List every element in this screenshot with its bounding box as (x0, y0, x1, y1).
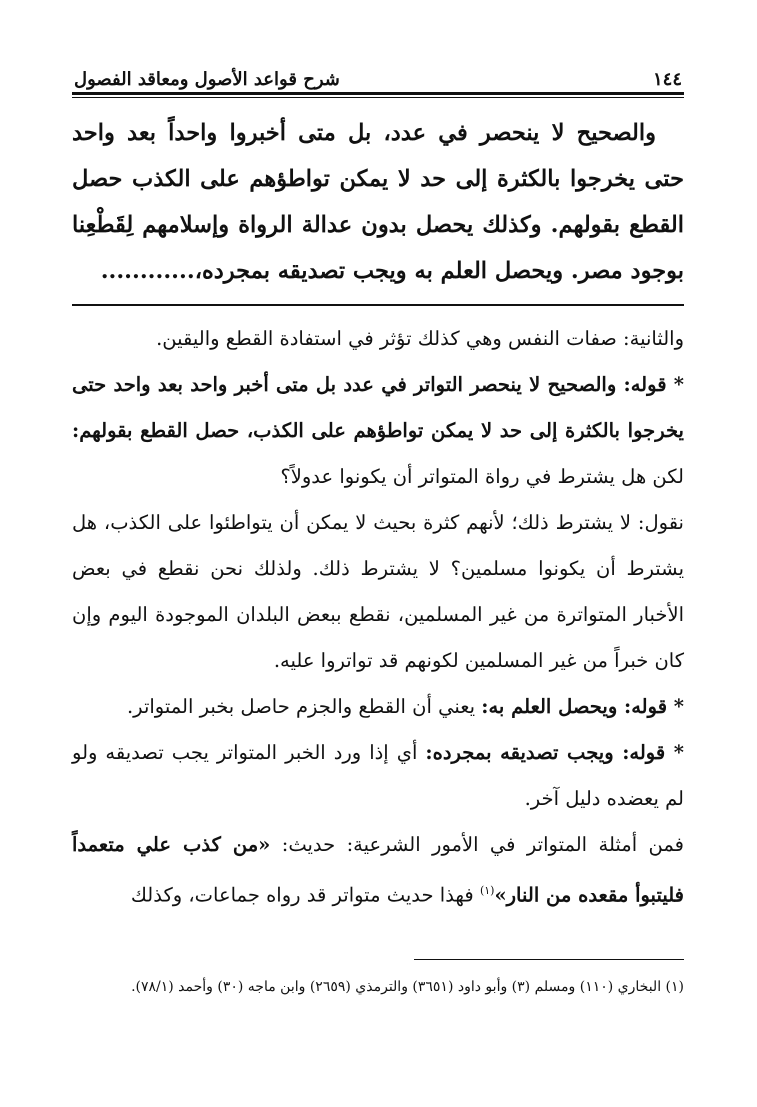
page-number: ١٤٤ (652, 69, 682, 90)
matn-text-block (72, 110, 684, 294)
commentary-text: فهذا حديث متواتر قد رواه جماعات، وكذلك (130, 883, 480, 907)
commentary-paragraph-1: والثانية: صفات النفس وهي كذلك تؤثر في استفادة القطع واليقين. (156, 327, 684, 350)
commentary-block (72, 316, 684, 919)
quote-label: * قوله: ويحصل العلم به: (481, 695, 684, 718)
footnote-ref[interactable]: (١) (479, 884, 495, 897)
hadith-quote: «من كذب علي متعمداً فليتبوأ مقعده من النار» (72, 833, 684, 907)
matn-divider (72, 304, 684, 306)
footnote-block (72, 972, 684, 1002)
commentary-paragraph-2 (72, 362, 684, 500)
footnote-text: (١) البخاري (١١٠) ومسلم (٣) وأبو داود (٣٦٥١) والترمذي (٢٦٥٩) وابن ماجه (٣٠) وأحمد (٧٨/١). (131, 978, 684, 995)
commentary-text: فمن أمثلة المتواتر في الأمور الشرعية: حديث: (270, 833, 684, 856)
quote-label: * قوله: والصحيح لا ينحصر التواتر في عدد بل متى أخبر واحد بعد واحد حتى يخرجوا بالكثرة إلى حد لا يمكن تواطؤهم على الكذب، حصل القطع بقولهم: (72, 373, 684, 442)
footnote-rule (414, 959, 684, 960)
quote-label: * قوله: ويجب تصديقه بمجرده: (425, 741, 684, 764)
header-rule-thin (72, 97, 684, 98)
commentary-paragraph-6 (72, 822, 684, 919)
book-title: شرح قواعد الأصول ومعاقد الفصول (74, 69, 340, 90)
matn-paragraph (72, 110, 684, 294)
page-header (72, 60, 684, 90)
matn-text: والصحيح لا ينحصر في عدد، بل متى أخبروا واحداً بعد واحد حتى يخرجوا بالكثرة إلى حد لا يمكن تواطؤهم على الكذب حصل القطع بقولهم. وكذلك يحصل بدون عدالة الرواة وإسلامهم لِقَطْعِنا بوجود مصر. ويحصل العلم به ويجب تصديقه بمجرده، (72, 120, 684, 284)
book-page (72, 60, 684, 1002)
commentary-text: لكن هل يشترط في رواة المتواتر أن يكونوا عدولاً؟ (280, 465, 684, 488)
header-rule (72, 92, 684, 95)
commentary-paragraph-3: نقول: لا يشترط ذلك؛ لأنهم كثرة بحيث لا يمكن أن يتواطئوا على الكذب، هل يشترط أن يكونوا مسلمين؟ لا يشترط ذلك. ولذلك نحن نقطع في بعض الأخبار المتواترة من غير المسلمين، نقطع ببعض البلدان الموجودة اليوم وإن كان خبراً من غير المسلمين لكونهم قد تواتروا عليه. (72, 511, 684, 672)
matn-dots: ............ (100, 258, 195, 284)
commentary-text: يعني أن القطع والجزم حاصل بخبر المتواتر. (126, 695, 482, 718)
commentary-paragraph-5 (72, 730, 684, 822)
commentary-text: أي إذا ورد الخبر المتواتر يجب تصديقه ولو لم يعضده دليل آخر. (72, 741, 684, 810)
commentary-paragraph-4 (72, 684, 684, 730)
